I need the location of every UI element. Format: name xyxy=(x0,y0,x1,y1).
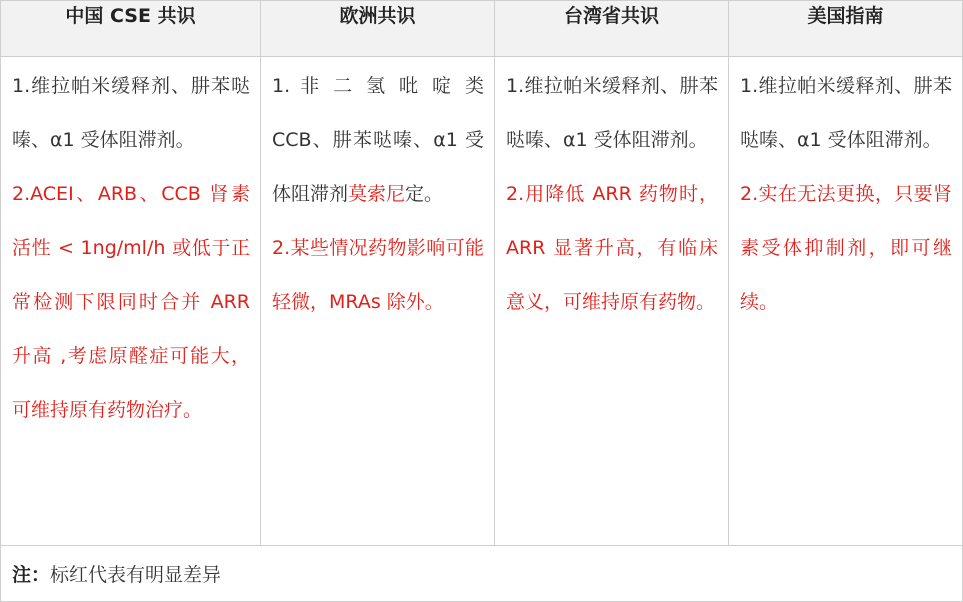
header-europe: 欧洲共识 xyxy=(261,1,495,57)
table-row xyxy=(1,57,963,546)
us-item-2: 2.实在无法更换，只要肾素受体抑制剂，即可继续。 xyxy=(740,183,952,313)
note-text: 标红代表有明显差异 xyxy=(50,564,222,586)
note-label: 注： xyxy=(12,564,51,586)
table-header-row xyxy=(1,1,963,57)
europe-item-2: 2.某些情况药物影响可能轻微，MRAs 除外。 xyxy=(272,237,484,313)
cell-china-cse xyxy=(1,57,261,546)
china-item-2: 2.ACEI、ARB、CCB 肾素活性 < 1ng/ml/h 或低于正常检测下限同时合并 ARR 升高 ,考虑原醛症可能大，可维持原有药物治疗。 xyxy=(12,183,250,421)
note-cell xyxy=(1,546,963,602)
china-item-1: 1.维拉帕米缓释剂、肼苯哒嗪、α1 受体阻滞剂。 xyxy=(12,75,250,151)
europe-item-1-text: 1. 非 二 氢 吡 啶 类 CCB、肼苯哒嗪、α1 受体阻滞剂 xyxy=(272,75,484,205)
cell-us-guideline xyxy=(729,57,963,546)
taiwan-item-1: 1.维拉帕米缓释剂、肼苯哒嗪、α1 受体阻滞剂。 xyxy=(506,75,718,151)
cell-taiwan xyxy=(495,57,729,546)
europe-item-1-highlight: 莫索尼 xyxy=(348,183,406,205)
header-china-cse: 中国 CSE 共识 xyxy=(1,1,261,57)
us-item-1: 1.维拉帕米缓释剂、肼苯哒嗪、α1 受体阻滞剂。 xyxy=(740,75,952,151)
header-us-guideline: 美国指南 xyxy=(729,1,963,57)
europe-item-1-tail: 定。 xyxy=(405,183,444,205)
cell-europe xyxy=(261,57,495,546)
header-taiwan: 台湾省共识 xyxy=(495,1,729,57)
note-row xyxy=(1,546,963,602)
europe-item-1 xyxy=(272,59,484,221)
taiwan-item-2: 2.用降低 ARR 药物时，ARR 显著升高，有临床意义，可维持原有药物。 xyxy=(506,183,718,313)
